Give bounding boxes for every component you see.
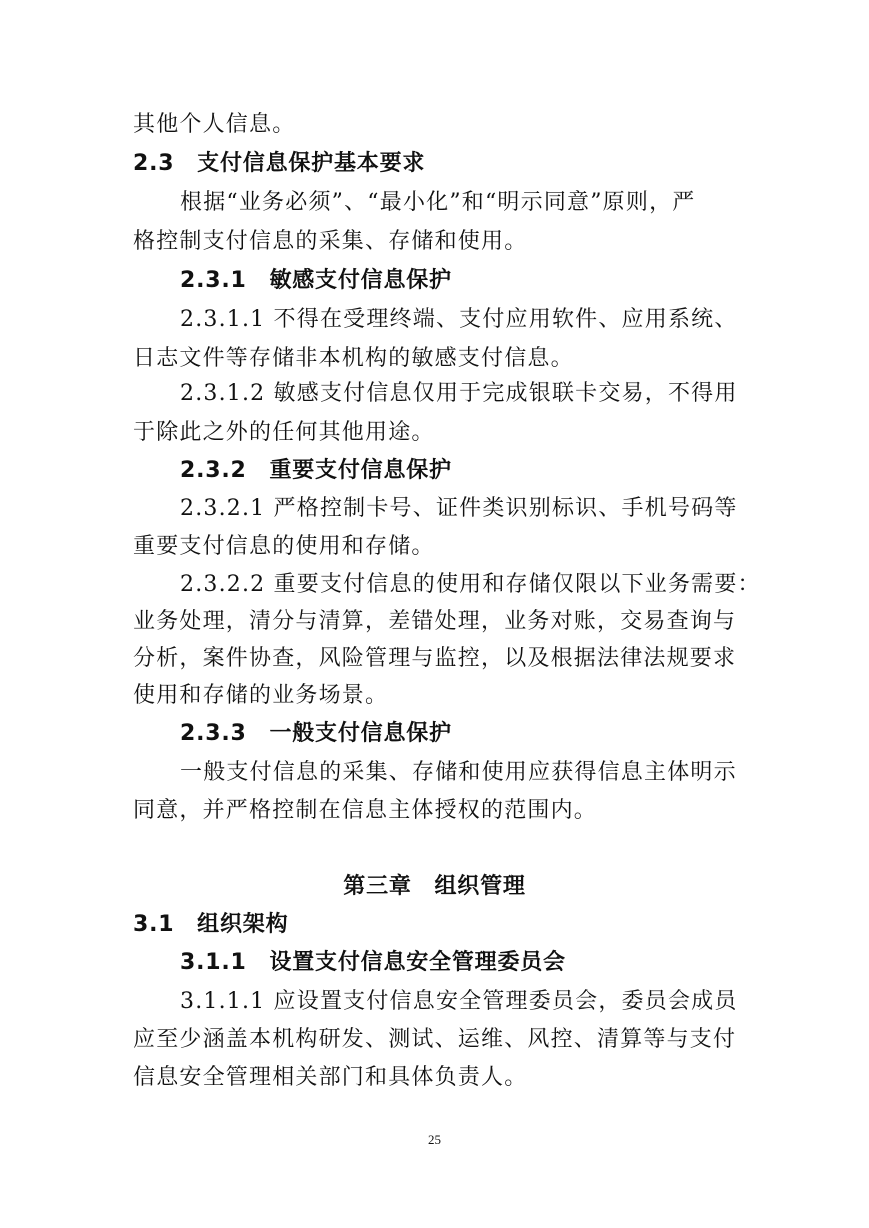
subsection-heading: 2.3.3 一般支付信息保护 [180,721,452,746]
subsection-heading: 2.3.1 敏感支付信息保护 [180,268,452,293]
body-text-line: 2.3.1.2 敏感支付信息仅用于完成银联卡交易，不得用 [180,381,738,406]
body-text-line: 信息安全管理相关部门和具体负责人。 [133,1065,528,1090]
body-text-line: 根据“业务必须”、“最小化”和“明示同意”原则，严 [180,190,696,215]
body-text-line: 于除此之外的任何其他用途。 [133,420,435,445]
body-text-line: 同意，并严格控制在信息主体授权的范围内。 [133,798,598,823]
section-heading: 3.1 组织架构 [133,912,289,937]
body-text-line: 应至少涵盖本机构研发、测试、运维、风控、清算等与支付 [133,1027,737,1052]
chapter-title: 第三章 组织管理 [343,874,526,899]
body-text-line: 2.3.2.1 严格控制卡号、证件类识别标识、手机号码等 [180,496,738,521]
subsection-heading: 3.1.1 设置支付信息安全管理委员会 [180,950,566,975]
body-text-line: 业务处理，清分与清算，差错处理，业务对账，交易查询与 [133,609,737,634]
body-text-line: 一般支付信息的采集、存储和使用应获得信息主体明示 [180,760,737,785]
body-text-line: 3.1.1.1 应设置支付信息安全管理委员会，委员会成员 [180,989,738,1014]
body-text-line: 日志文件等存储非本机构的敏感支付信息。 [133,346,574,371]
page-number: 25 [428,1132,441,1147]
body-text-line: 其他个人信息。 [133,112,296,137]
body-text-line: 2.3.1.1 不得在受理终端、支付应用软件、应用系统、 [180,307,738,332]
body-text-line: 重要支付信息的使用和存储。 [133,534,435,559]
body-text-line: 分析，案件协查，风险管理与监控，以及根据法律法规要求 [133,646,737,671]
body-text-line: 格控制支付信息的采集、存储和使用。 [133,229,528,254]
subsection-heading: 2.3.2 重要支付信息保护 [180,458,452,483]
body-text-line: 2.3.2.2 重要支付信息的使用和存储仅限以下业务需要： [180,572,761,597]
body-text-line: 使用和存储的业务场景。 [133,683,389,708]
section-heading: 2.3 支付信息保护基本要求 [133,151,426,176]
